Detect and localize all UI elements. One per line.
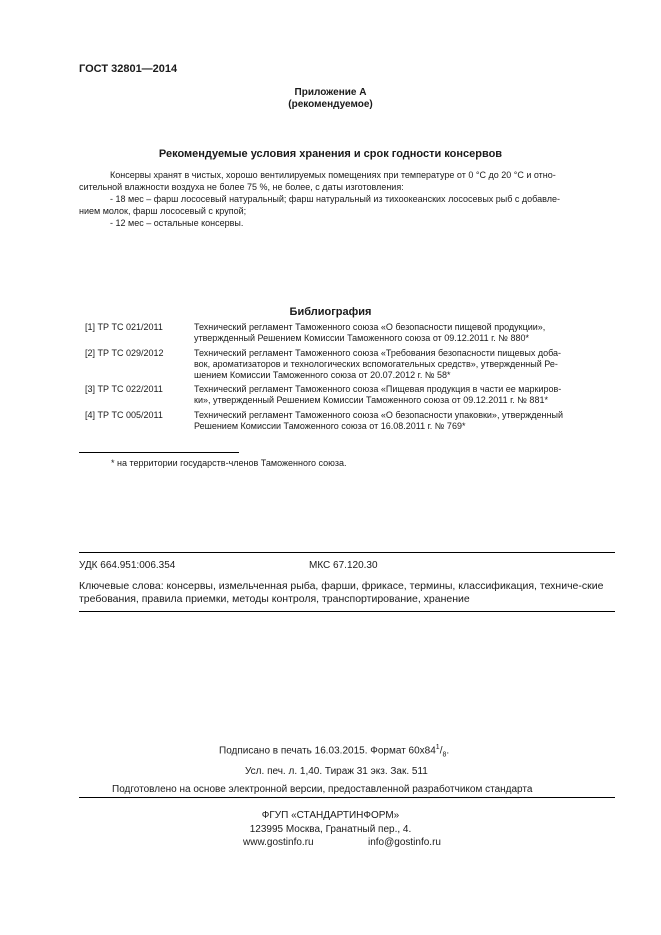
- bib-ref-id-2: [2] ТР ТС 029/2012: [85, 348, 164, 358]
- storage-line-1: Консервы хранят в чистых, хорошо вентилируемых помещениях при температуре от 0 °С до 20 °С и отно-: [110, 170, 556, 180]
- publisher-address: 123995 Москва, Гранатный пер., 4.: [249, 824, 412, 835]
- bibliography-title: Библиография: [289, 306, 372, 318]
- format-numerator: 1: [435, 744, 440, 751]
- classification-top-rule: [79, 552, 615, 553]
- bib-ref-2-line-2: вок, ароматизаторов и технологических вспомогательных средств», утвержденный Ре-: [194, 359, 558, 369]
- bib-ref-3-line-2: ки», утвержденный Решением Комиссии Таможенного союза от 09.12.2011 г. № 881*: [194, 395, 548, 405]
- imprint-prepared: Подготовлено на основе электронной версии, предоставленной разработчиком стандарта: [112, 784, 533, 795]
- imprint-sheets: Усл. печ. л. 1,40. Тираж 31 экз. Зак. 511: [245, 766, 428, 777]
- imprint-bottom-rule: [79, 797, 615, 798]
- standard-code: ГОСТ 32801—2014: [79, 63, 178, 75]
- storage-line-5: - 12 мес – остальные консервы.: [110, 218, 244, 228]
- bib-ref-text-3: [194, 384, 607, 406]
- footnote: * на территории государств-членов Таможенного союза.: [111, 458, 347, 468]
- keywords: Ключевые слова: консервы, измельченная рыба, фарши, фрикасе, термины, классификация, техниче-ские требования, правила приемки, методы контроля, транспортирование, хранение: [79, 580, 604, 605]
- bib-ref-2-line-3: шением Комиссии Таможенного союза от 20.07.2012 г. № 58*: [194, 370, 451, 380]
- bib-ref-id-3: [3] ТР ТС 022/2011: [85, 384, 163, 394]
- bib-ref-text-2: [194, 348, 607, 381]
- bib-ref-1-line-1: Технический регламент Таможенного союза «О безопасности пищевой продукции»,: [194, 322, 546, 332]
- storage-line-4: нием молок, фарш лососевый с крупой;: [79, 206, 247, 216]
- bib-ref-4-line-2: Решением Комиссии Таможенного союза от 16.08.2011 г. № 769*: [194, 421, 466, 431]
- bib-ref-2-line-1: Технический регламент Таможенного союза «Требования безопасности пищевых доба-: [194, 348, 562, 358]
- bib-ref-text-1: [194, 322, 607, 344]
- appendix-title: Приложение А: [294, 87, 367, 98]
- storage-section-title: Рекомендуемые условия хранения и срок годности консервов: [158, 148, 503, 160]
- mks-code: МКС 67.120.30: [309, 560, 378, 571]
- imprint-signed: Подписано в печать 16.03.2015. Формат $60х84^1/_8$.: [219, 744, 450, 759]
- imprint-signed-text: Подписано в печать 16.03.2015. Формат 60х84: [219, 745, 436, 757]
- bib-ref-1-line-2: утвержденный Решением Комиссии Таможенного союза от 09.12.2011 г. № 880*: [194, 333, 529, 343]
- bib-ref-3-line-1: Технический регламент Таможенного союза «Пищевая продукция в части ее маркиров-: [194, 384, 562, 394]
- appendix-subtitle: (рекомендуемое): [288, 99, 373, 110]
- format-denominator: 8: [442, 751, 447, 759]
- keywords-bottom-rule: [79, 611, 615, 612]
- publisher-name: ФГУП «СТАНДАРТИНФОРМ»: [261, 810, 400, 821]
- publisher-email-link[interactable]: info@gostinfo.ru: [368, 837, 441, 848]
- bib-ref-4-line-1: Технический регламент Таможенного союза «О безопасности упаковки», утвержденный: [194, 410, 563, 420]
- udk-code: УДК 664.951:006.354: [79, 560, 176, 571]
- bib-ref-text-4: [194, 410, 607, 432]
- bib-ref-id-1: [1] ТР ТС 021/2011: [85, 322, 163, 332]
- storage-line-3: - 18 мес – фарш лососевый натуральный; фарш натуральный из тихоокеанских лососевых рыб с добавле-: [110, 194, 560, 204]
- bib-ref-id-4: [4] ТР ТС 005/2011: [85, 410, 163, 420]
- storage-line-2: сительной влажности воздуха не более 75 %, не более, с даты изготовления:: [79, 182, 404, 192]
- footnote-divider: [79, 452, 239, 453]
- publisher-website-link[interactable]: www.gostinfo.ru: [243, 837, 314, 848]
